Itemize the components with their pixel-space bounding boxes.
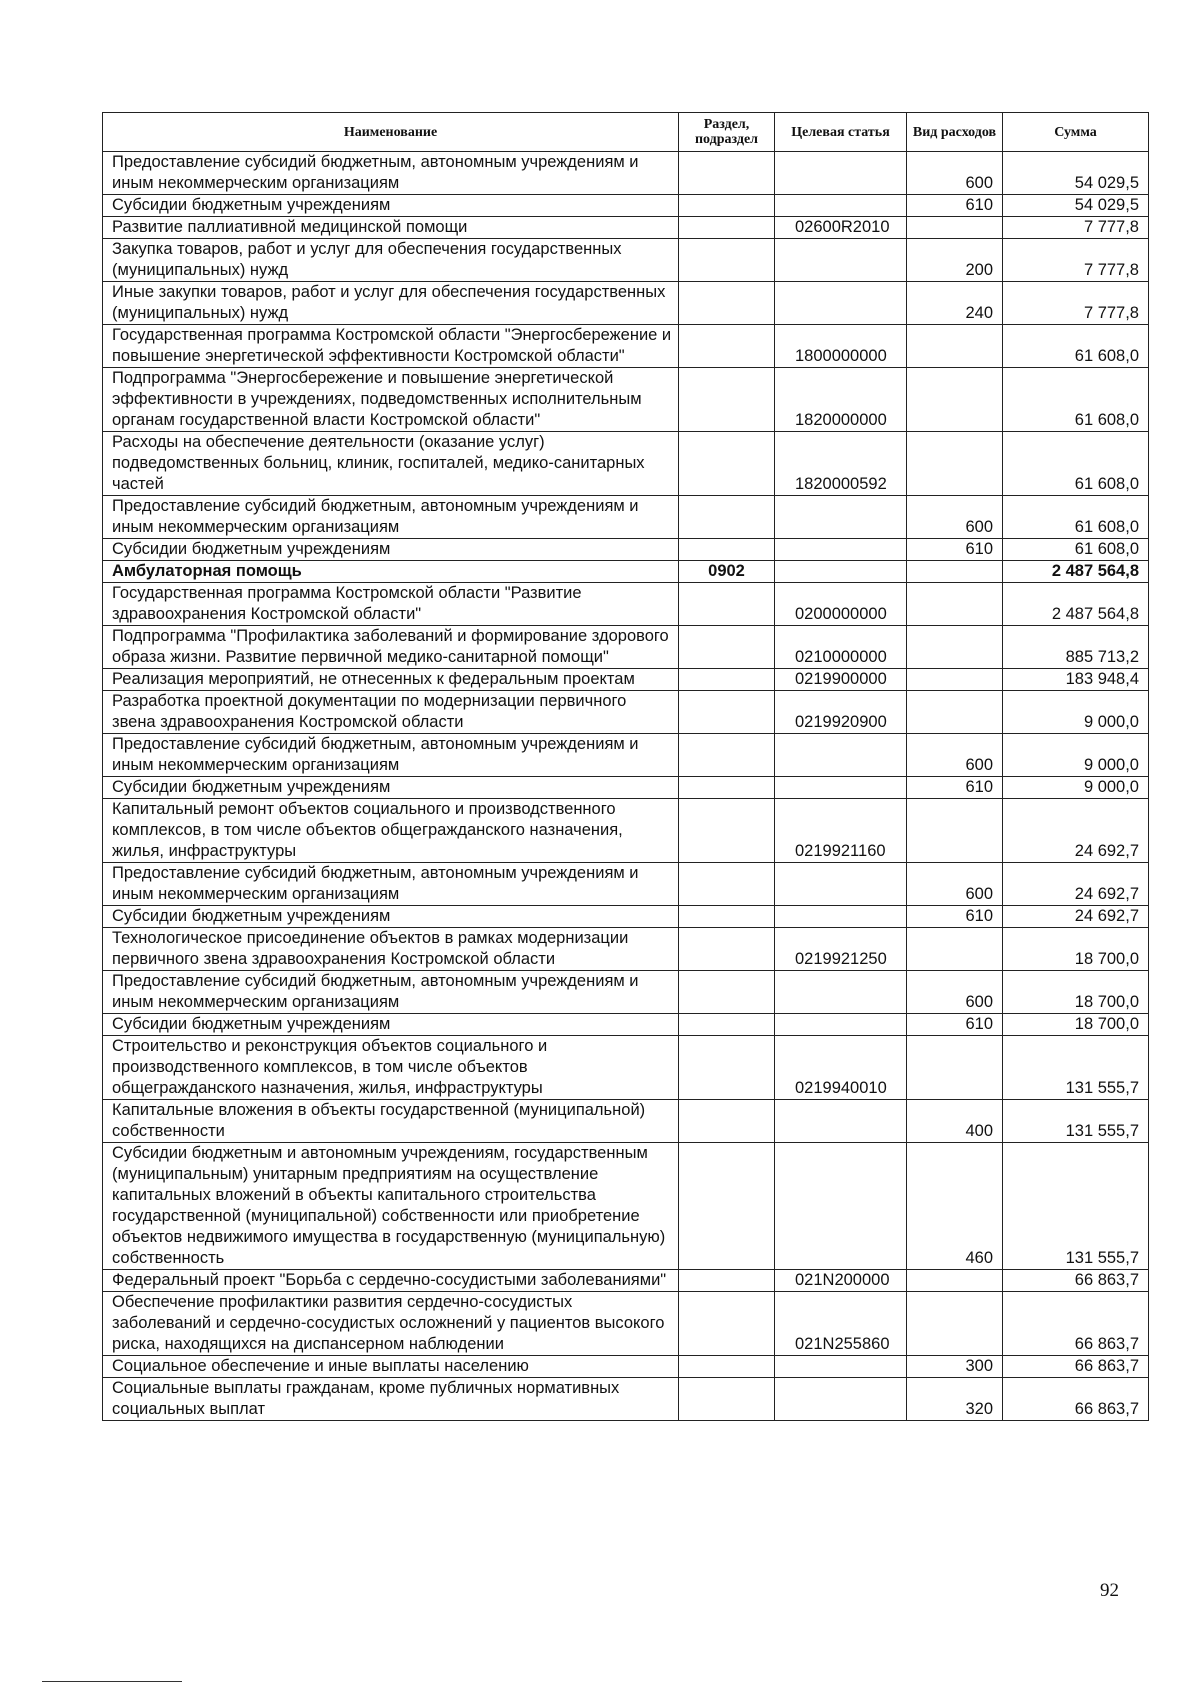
row-type [907, 669, 1003, 691]
row-sum: 24 692,7 [1003, 863, 1149, 906]
row-section [679, 1378, 775, 1421]
row-sum: 66 863,7 [1003, 1270, 1149, 1292]
row-target: 1800000000 [775, 325, 907, 368]
row-target: 021N200000 [775, 1270, 907, 1292]
row-target [775, 777, 907, 799]
row-target: 1820000000 [775, 368, 907, 432]
row-target [775, 239, 907, 282]
row-name: Социальное обеспечение и иные выплаты населению [103, 1356, 679, 1378]
table-row [103, 583, 1149, 626]
table-row [103, 239, 1149, 282]
row-target [775, 561, 907, 583]
row-type: 600 [907, 971, 1003, 1014]
row-type [907, 626, 1003, 669]
row-name: Обеспечение профилактики развития сердечно-сосудистых заболеваний и сердечно-сосудистых осложнений у пациентов высокого риска, находящихся на диспансерном наблюдении [103, 1292, 679, 1356]
row-target [775, 496, 907, 539]
row-type: 400 [907, 1100, 1003, 1143]
row-name: Государственная программа Костромской области "Развитие здравоохранения Костромской области" [103, 583, 679, 626]
row-name: Технологическое присоединение объектов в рамках модернизации первичного звена здравоохранения Костромской области [103, 928, 679, 971]
footer-divider [42, 1681, 182, 1682]
row-type [907, 325, 1003, 368]
row-sum: 7 777,8 [1003, 282, 1149, 325]
row-name: Субсидии бюджетным учреждениям [103, 539, 679, 561]
table-body [103, 152, 1149, 1421]
row-target: 02600R2010 [775, 217, 907, 239]
row-target: 0210000000 [775, 626, 907, 669]
row-section [679, 583, 775, 626]
row-target [775, 1100, 907, 1143]
row-sum: 18 700,0 [1003, 1014, 1149, 1036]
table-row [103, 496, 1149, 539]
row-sum: 24 692,7 [1003, 906, 1149, 928]
row-target [775, 1356, 907, 1378]
row-type [907, 561, 1003, 583]
row-type: 600 [907, 496, 1003, 539]
row-target: 0219940010 [775, 1036, 907, 1100]
row-sum: 61 608,0 [1003, 325, 1149, 368]
row-sum: 54 029,5 [1003, 152, 1149, 195]
table-row [103, 195, 1149, 217]
row-section [679, 906, 775, 928]
row-section [679, 282, 775, 325]
row-target [775, 1378, 907, 1421]
row-section [679, 195, 775, 217]
row-name: Субсидии бюджетным учреждениям [103, 195, 679, 217]
row-sum: 131 555,7 [1003, 1143, 1149, 1270]
row-section [679, 152, 775, 195]
budget-table [102, 112, 1149, 1421]
table-row [103, 152, 1149, 195]
row-name: Разработка проектной документации по модернизации первичного звена здравоохранения Костромской области [103, 691, 679, 734]
row-target: 0219920900 [775, 691, 907, 734]
row-name: Иные закупки товаров, работ и услуг для обеспечения государственных (муниципальных) нужд [103, 282, 679, 325]
row-type [907, 217, 1003, 239]
row-section [679, 669, 775, 691]
row-name: Капитальные вложения в объекты государственной (муниципальной) собственности [103, 1100, 679, 1143]
table-row [103, 1143, 1149, 1270]
row-name: Расходы на обеспечение деятельности (оказание услуг) подведомственных больниц, клиник, госпиталей, медико-санитарных частей [103, 432, 679, 496]
row-section [679, 1270, 775, 1292]
row-section [679, 691, 775, 734]
header-section: Раздел, подраздел [679, 113, 775, 152]
row-name: Предоставление субсидий бюджетным, автономным учреждениям и иным некоммерческим организациям [103, 496, 679, 539]
row-type: 610 [907, 195, 1003, 217]
row-section [679, 1143, 775, 1270]
table-row [103, 734, 1149, 777]
row-type [907, 799, 1003, 863]
table-row [103, 928, 1149, 971]
row-sum: 61 608,0 [1003, 368, 1149, 432]
row-section [679, 217, 775, 239]
table-row [103, 1014, 1149, 1036]
row-sum: 66 863,7 [1003, 1356, 1149, 1378]
row-name: Социальные выплаты гражданам, кроме публичных нормативных социальных выплат [103, 1378, 679, 1421]
table-row [103, 777, 1149, 799]
row-type: 610 [907, 1014, 1003, 1036]
row-sum: 9 000,0 [1003, 777, 1149, 799]
row-sum: 131 555,7 [1003, 1036, 1149, 1100]
row-name: Федеральный проект "Борьба с сердечно-сосудистыми заболеваниями" [103, 1270, 679, 1292]
row-section [679, 239, 775, 282]
table-row [103, 626, 1149, 669]
row-name: Предоставление субсидий бюджетным, автономным учреждениям и иным некоммерческим организациям [103, 863, 679, 906]
row-name: Реализация мероприятий, не отнесенных к федеральным проектам [103, 669, 679, 691]
row-name: Подпрограмма "Профилактика заболеваний и формирование здорового образа жизни. Развитие первичной медико-санитарной помощи" [103, 626, 679, 669]
row-type: 610 [907, 777, 1003, 799]
page-number: 92 [1100, 1580, 1119, 1601]
row-sum: 131 555,7 [1003, 1100, 1149, 1143]
row-name: Подпрограмма "Энергосбережение и повышение энергетической эффективности в учреждениях, подведомственных исполнительным органам государственной власти Костромской области" [103, 368, 679, 432]
row-sum: 18 700,0 [1003, 928, 1149, 971]
row-target [775, 539, 907, 561]
row-target [775, 734, 907, 777]
row-section [679, 539, 775, 561]
header-name: Наименование [103, 113, 679, 152]
row-type [907, 432, 1003, 496]
row-type: 240 [907, 282, 1003, 325]
row-name: Субсидии бюджетным и автономным учреждениям, государственным (муниципальным) унитарным предприятиям на осуществление капитальных вложений в объекты капитального строительства государственной (муниципальной) собственности или приобретение объектов недвижимого имущества в государственную (муниципальную) собственность [103, 1143, 679, 1270]
table-row [103, 1378, 1149, 1421]
header-type: Вид расходов [907, 113, 1003, 152]
row-target [775, 971, 907, 1014]
row-sum: 18 700,0 [1003, 971, 1149, 1014]
table-row [103, 282, 1149, 325]
row-section [679, 1014, 775, 1036]
row-section [679, 1356, 775, 1378]
row-sum: 7 777,8 [1003, 239, 1149, 282]
row-sum: 66 863,7 [1003, 1292, 1149, 1356]
row-target: 1820000592 [775, 432, 907, 496]
row-section [679, 777, 775, 799]
table-row [103, 1100, 1149, 1143]
row-sum: 61 608,0 [1003, 539, 1149, 561]
row-sum: 66 863,7 [1003, 1378, 1149, 1421]
table-row [103, 325, 1149, 368]
row-name: Строительство и реконструкция объектов социального и производственного комплексов, в том числе объектов общегражданского назначения, жилья, инфраструктуры [103, 1036, 679, 1100]
row-name: Капитальный ремонт объектов социального и производственного комплексов, в том числе объектов общегражданского назначения, жилья, инфраструктуры [103, 799, 679, 863]
row-target: 021N255860 [775, 1292, 907, 1356]
row-target [775, 282, 907, 325]
row-target [775, 1014, 907, 1036]
row-sum: 24 692,7 [1003, 799, 1149, 863]
row-type [907, 583, 1003, 626]
row-name: Субсидии бюджетным учреждениям [103, 906, 679, 928]
row-name: Предоставление субсидий бюджетным, автономным учреждениям и иным некоммерческим организациям [103, 734, 679, 777]
table-row [103, 1292, 1149, 1356]
row-name: Субсидии бюджетным учреждениям [103, 777, 679, 799]
row-section [679, 1100, 775, 1143]
header-sum: Сумма [1003, 113, 1149, 152]
row-section [679, 368, 775, 432]
row-sum: 2 487 564,8 [1003, 561, 1149, 583]
row-name: Закупка товаров, работ и услуг для обеспечения государственных (муниципальных) нужд [103, 239, 679, 282]
table-row [103, 539, 1149, 561]
row-type: 320 [907, 1378, 1003, 1421]
row-target: 0200000000 [775, 583, 907, 626]
row-target: 0219921160 [775, 799, 907, 863]
row-type: 610 [907, 906, 1003, 928]
row-sum: 61 608,0 [1003, 432, 1149, 496]
row-section [679, 1036, 775, 1100]
row-sum: 885 713,2 [1003, 626, 1149, 669]
row-type [907, 1292, 1003, 1356]
row-section [679, 626, 775, 669]
table-row [103, 561, 1149, 583]
row-section [679, 863, 775, 906]
row-name: Предоставление субсидий бюджетным, автономным учреждениям и иным некоммерческим организациям [103, 152, 679, 195]
row-type [907, 1036, 1003, 1100]
row-sum: 9 000,0 [1003, 691, 1149, 734]
row-type [907, 368, 1003, 432]
row-target [775, 195, 907, 217]
row-type: 610 [907, 539, 1003, 561]
row-section [679, 799, 775, 863]
row-name: Государственная программа Костромской области "Энергосбережение и повышение энергетической эффективности Костромской области" [103, 325, 679, 368]
row-name: Развитие паллиативной медицинской помощи [103, 217, 679, 239]
row-section [679, 971, 775, 1014]
row-name: Амбулаторная помощь [103, 561, 679, 583]
row-name: Субсидии бюджетным учреждениям [103, 1014, 679, 1036]
table-row [103, 906, 1149, 928]
header-target: Целевая статья [775, 113, 907, 152]
row-sum: 183 948,4 [1003, 669, 1149, 691]
row-section [679, 1292, 775, 1356]
table-row [103, 1270, 1149, 1292]
row-type [907, 1270, 1003, 1292]
row-type [907, 928, 1003, 971]
table-row [103, 368, 1149, 432]
row-sum: 2 487 564,8 [1003, 583, 1149, 626]
table-row [103, 669, 1149, 691]
row-section [679, 734, 775, 777]
table-row [103, 971, 1149, 1014]
row-type: 600 [907, 152, 1003, 195]
row-target [775, 152, 907, 195]
row-type: 300 [907, 1356, 1003, 1378]
row-name: Предоставление субсидий бюджетным, автономным учреждениям и иным некоммерческим организациям [103, 971, 679, 1014]
row-sum: 54 029,5 [1003, 195, 1149, 217]
row-target [775, 863, 907, 906]
row-type: 600 [907, 863, 1003, 906]
table-row [103, 863, 1149, 906]
row-sum: 61 608,0 [1003, 496, 1149, 539]
table-row [103, 1036, 1149, 1100]
table-header [103, 113, 1149, 152]
row-type [907, 691, 1003, 734]
table-row [103, 799, 1149, 863]
row-section [679, 432, 775, 496]
row-type: 600 [907, 734, 1003, 777]
row-section [679, 325, 775, 368]
row-target [775, 906, 907, 928]
row-target: 0219921250 [775, 928, 907, 971]
row-type: 460 [907, 1143, 1003, 1270]
row-section: 0902 [679, 561, 775, 583]
row-target: 0219900000 [775, 669, 907, 691]
row-section [679, 496, 775, 539]
table-row [103, 1356, 1149, 1378]
row-sum: 7 777,8 [1003, 217, 1149, 239]
row-type: 200 [907, 239, 1003, 282]
table-row [103, 432, 1149, 496]
row-target [775, 1143, 907, 1270]
row-sum: 9 000,0 [1003, 734, 1149, 777]
row-section [679, 928, 775, 971]
table-row [103, 691, 1149, 734]
table-row [103, 217, 1149, 239]
